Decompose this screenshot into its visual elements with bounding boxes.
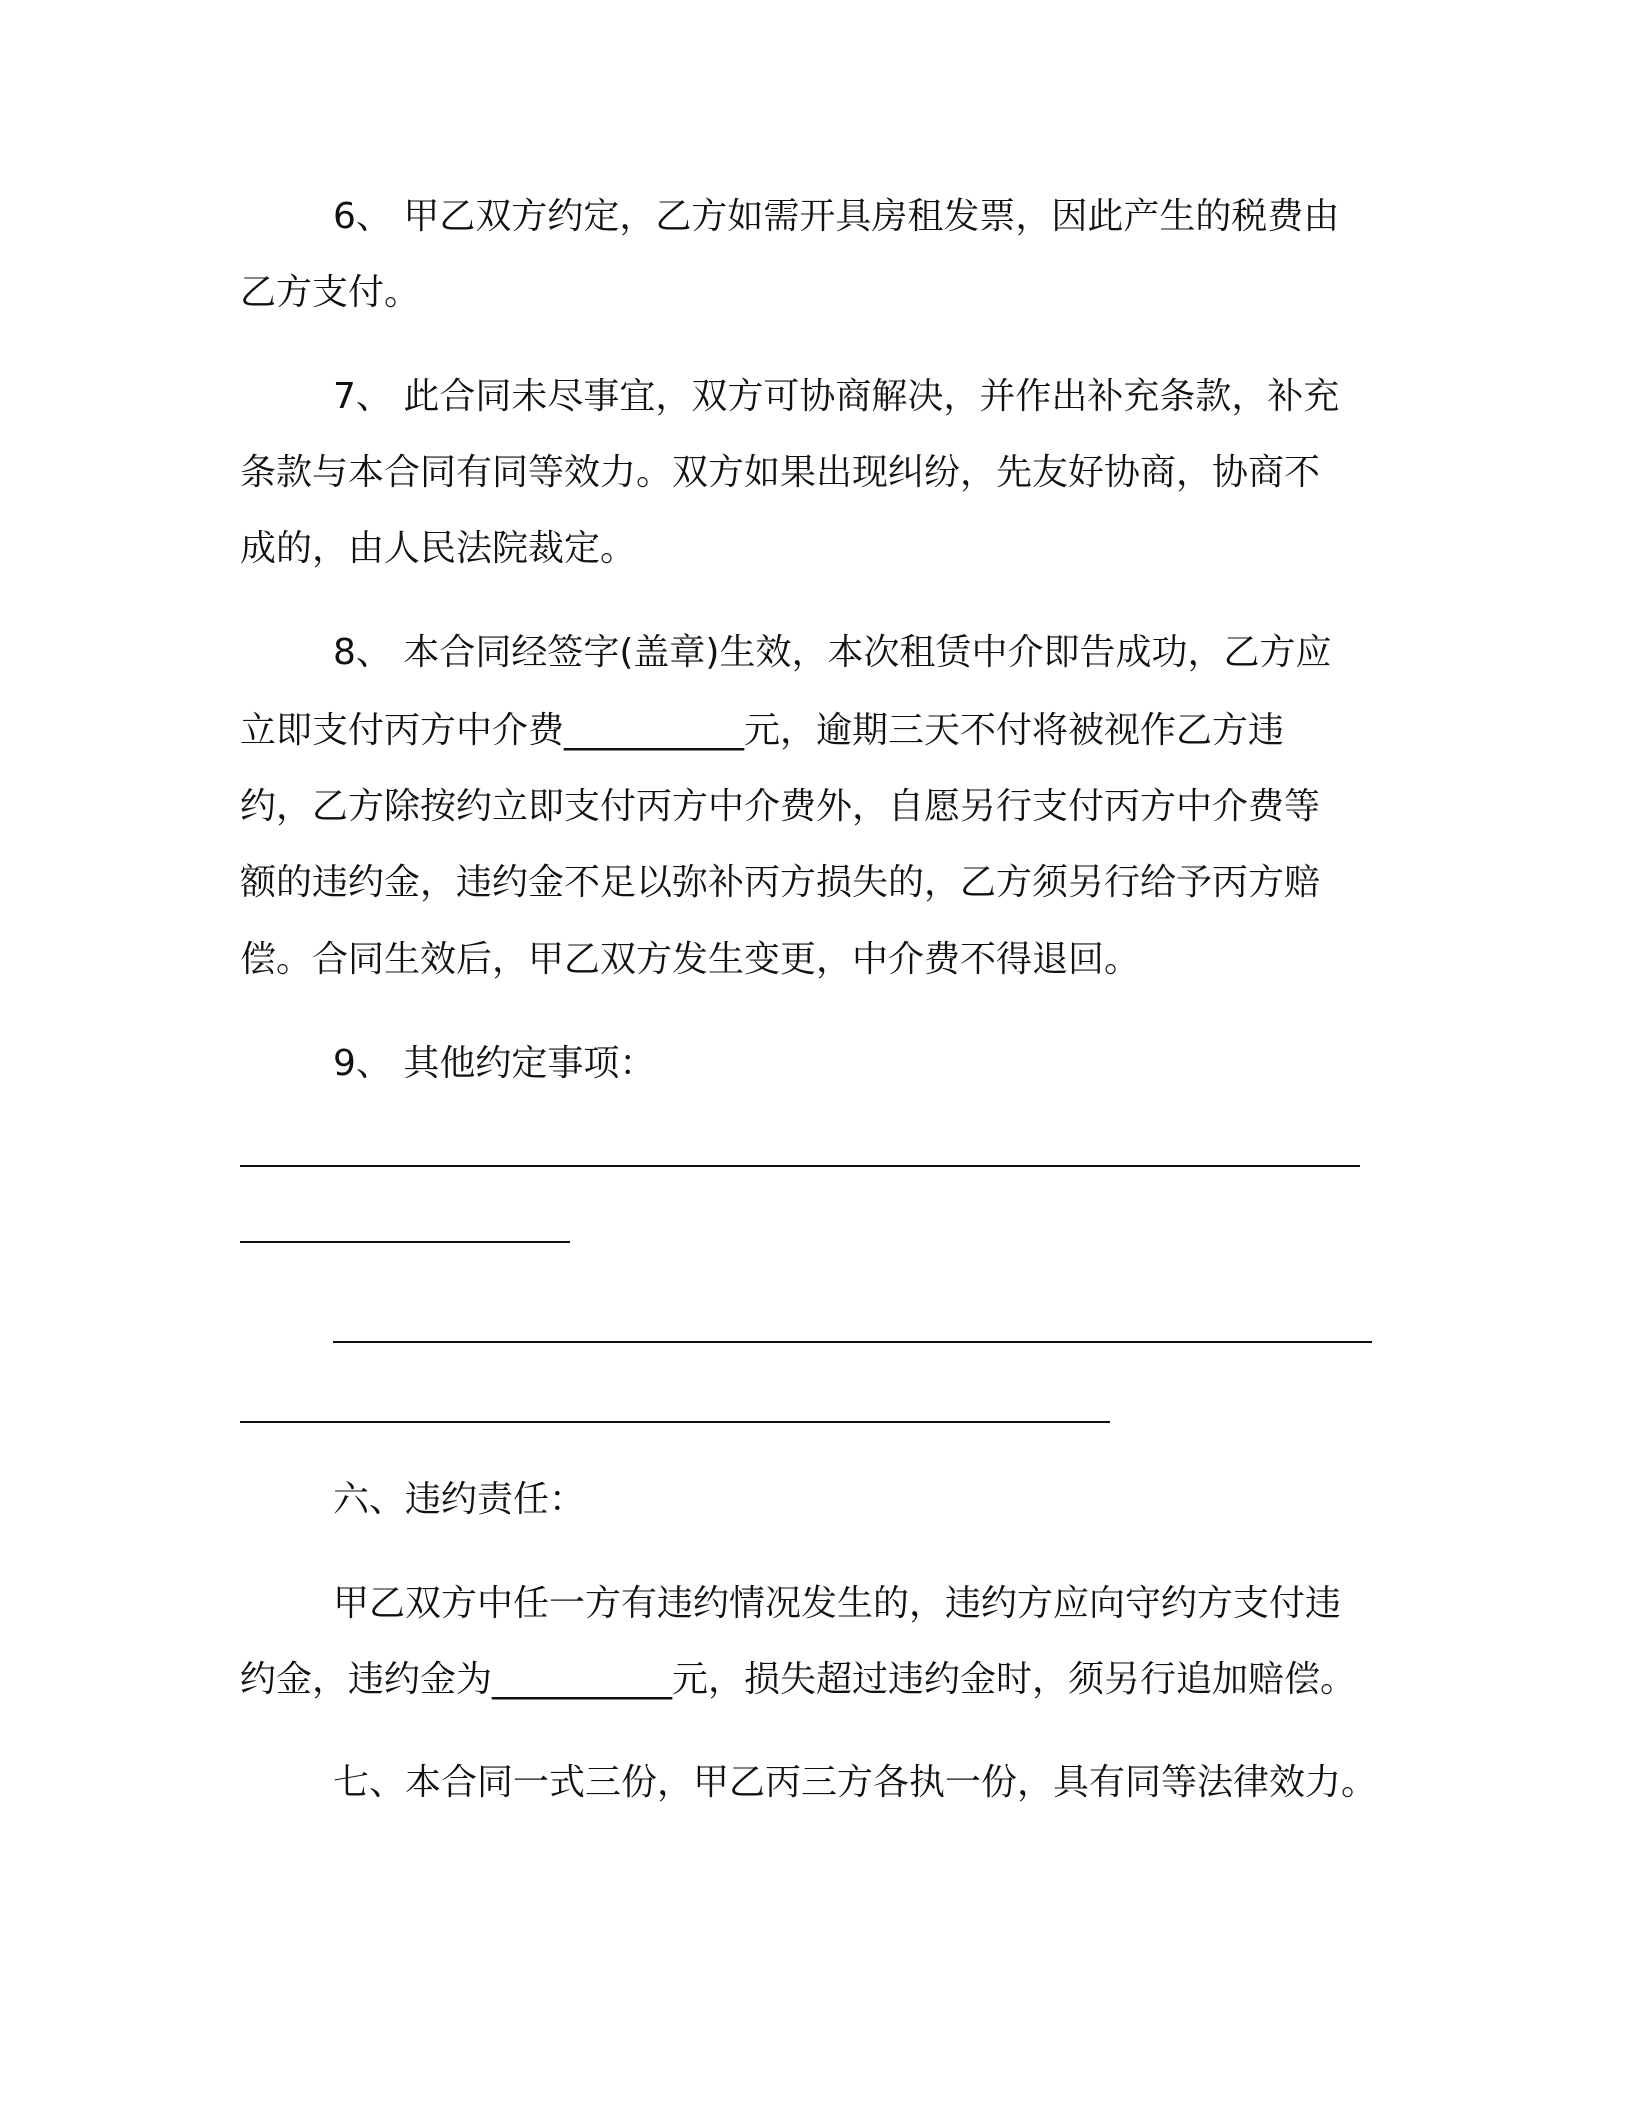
clause-6-line-1: 6、 甲乙双方约定，乙方如需开具房租发票，因此产生的税费由 xyxy=(333,196,1340,237)
clause-6-line-2: 乙方支付。 xyxy=(240,272,421,313)
clause-9-heading: 9、 其他约定事项： xyxy=(333,1043,656,1084)
clause-8-line-3: 约，乙方除按约立即支付丙方中介费外，自愿另行支付丙方中介费等 xyxy=(240,786,1321,827)
section-6-line-1: 甲乙双方中任一方有违约情况发生的，违约方应向守约方支付违 xyxy=(333,1583,1342,1624)
section-6-heading: 六、违约责任： xyxy=(333,1479,586,1520)
section-7-line: 七、本合同一式三份，甲乙丙三方各执一份，具有同等法律效力。 xyxy=(333,1762,1378,1803)
clause-7-line-3: 成的，由人民法院裁定。 xyxy=(240,528,637,569)
section-6-line-2: 约金，违约金为__________元，损失超过违约金时，须另行追加赔偿。 xyxy=(240,1659,1357,1700)
blank-line-2 xyxy=(240,1241,570,1243)
clause-8-line-2: 立即支付丙方中介费__________元，逾期三天不付将被视作乙方违 xyxy=(240,710,1285,751)
clause-7-line-2: 条款与本合同有同等效力。双方如果出现纠纷，先友好协商，协商不 xyxy=(240,452,1321,493)
clause-7-line-1: 7、 此合同未尽事宜，双方可协商解决，并作出补充条款，补充 xyxy=(333,376,1340,417)
blank-line-4 xyxy=(240,1421,1110,1423)
clause-8-line-5: 偿。合同生效后，甲乙双方发生变更，中介费不得退回。 xyxy=(240,939,1141,980)
blank-line-1 xyxy=(240,1165,1360,1167)
clause-8-line-1: 8、 本合同经签字(盖章)生效，本次租赁中介即告成功，乙方应 xyxy=(333,632,1332,673)
clause-8-line-4: 额的违约金，违约金不足以弥补丙方损失的，乙方须另行给予丙方赔 xyxy=(240,862,1321,903)
blank-line-3 xyxy=(333,1341,1372,1343)
